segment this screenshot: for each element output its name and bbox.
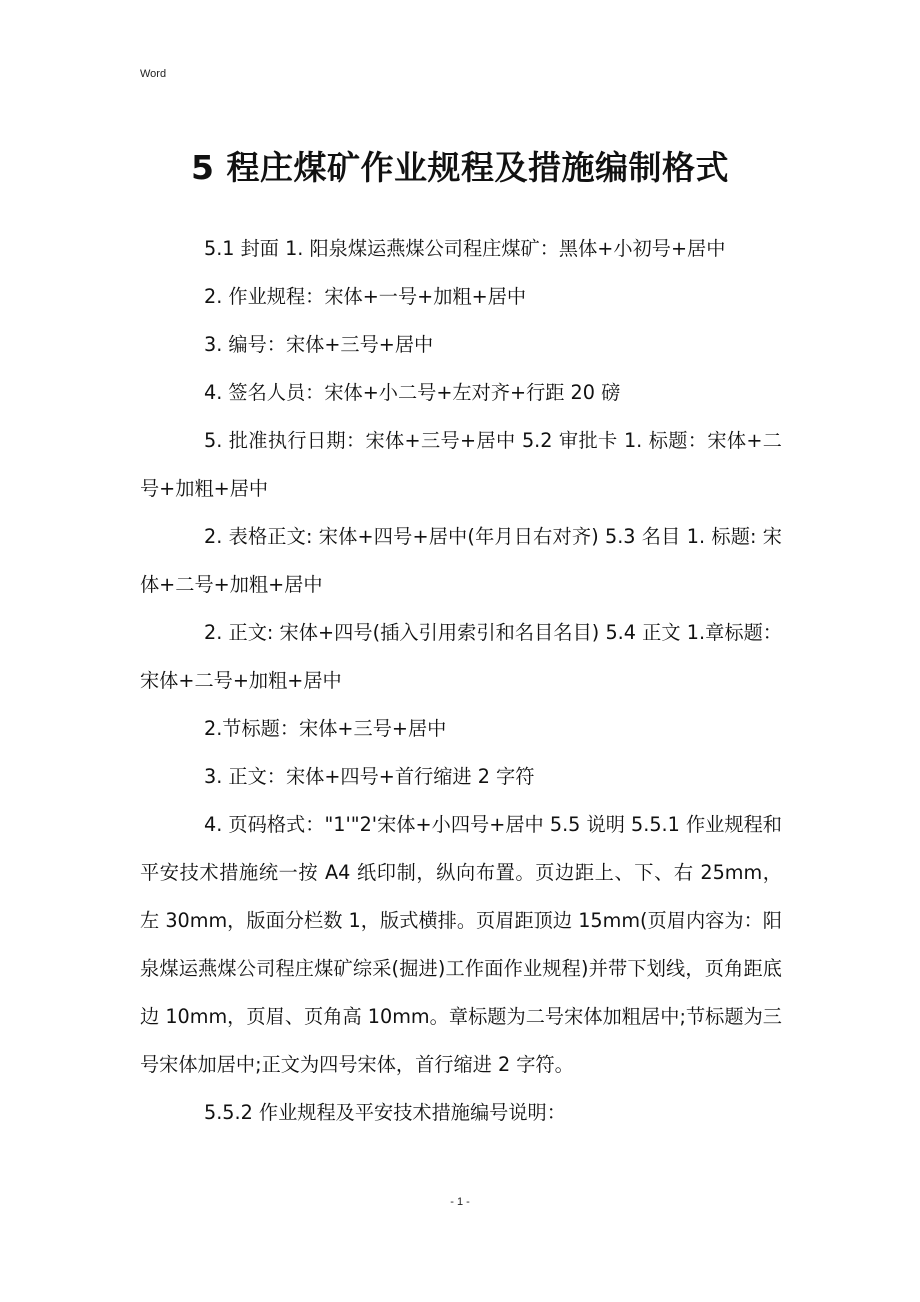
paragraph: 4. 页码格式："1'"2'宋体+小四号+居中 5.5 说明 5.5.1 作业规程和平安技术措施统一按 A4 纸印制，纵向布置。页边距上、下、右 25mm，左 30mm，版面分栏数 1，版式横排。页眉距顶边 15mm(页眉内容为：阳泉煤运燕煤公司程庄煤矿综采(掘进)工作面作业规程)并带下划线，页角距底边 10mm，页眉、页角高 10mm。章标题为二号宋体加粗居中;节标题为三号宋体加居中;正文为四号宋体，首行缩进 2 字符。 xyxy=(140,813,782,1076)
document-body xyxy=(140,225,782,1137)
paragraph: 3. 正文：宋体+四号+首行缩进 2 字符 xyxy=(204,765,535,788)
paragraph: 2. 正文: 宋体+四号(插入引用索引和名目名目) 5.4 正文 1.章标题：宋体+二号+加粗+居中 xyxy=(140,621,782,692)
paragraph: 2. 表格正文: 宋体+四号+居中(年月日右对齐) 5.3 名目 1. 标题: 宋体+二号+加粗+居中 xyxy=(140,525,782,596)
paragraph: 2. 作业规程：宋体+一号+加粗+居中 xyxy=(204,285,527,308)
paragraph: 2.节标题：宋体+三号+居中 xyxy=(204,717,447,740)
paragraph: 5.1 封面 1. 阳泉煤运燕煤公司程庄煤矿：黑体+小初号+居中 xyxy=(204,237,726,260)
paragraph: 4. 签名人员：宋体+小二号+左对齐+行距 20 磅 xyxy=(204,381,621,404)
header-label: Word xyxy=(140,68,167,80)
paragraph: 5. 批准执行日期：宋体+三号+居中 5.2 审批卡 1. 标题：宋体+二号+加粗+居中 xyxy=(140,429,782,500)
document-title: 5 程庄煤矿作业规程及措施编制格式 xyxy=(191,148,729,187)
paragraph: 5.5.2 作业规程及平安技术措施编号说明： xyxy=(204,1101,566,1124)
paragraph: 3. 编号：宋体+三号+居中 xyxy=(204,333,434,356)
page-number: - 1 - xyxy=(450,1196,470,1208)
